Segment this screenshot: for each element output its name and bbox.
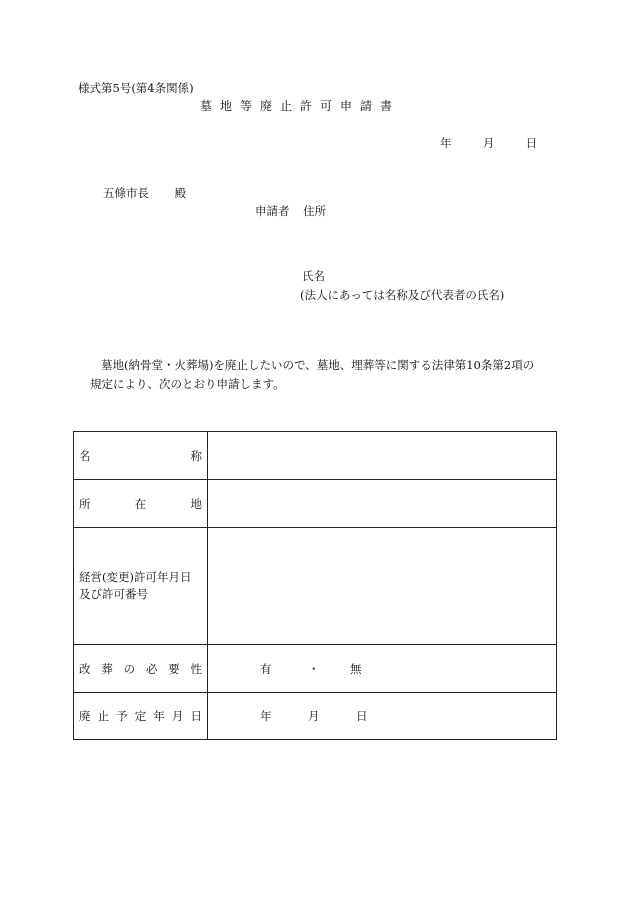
option-no[interactable]: 無 (350, 661, 362, 676)
permit-row-label (74, 528, 208, 645)
date-month-label: 月 (482, 136, 495, 150)
label-char: 要 (168, 661, 180, 676)
closure-date-row-value[interactable] (208, 693, 557, 740)
date-day-label: 日 (525, 136, 538, 150)
label-char: 定 (134, 709, 147, 723)
reburial-row-label-text (79, 661, 202, 677)
label-char: 改 (79, 661, 91, 676)
addressee-name: 五條市長 (103, 186, 149, 200)
option-yes[interactable]: 有 (260, 661, 272, 676)
closure-year-label: 年 (260, 709, 272, 723)
closure-date-row-label (74, 693, 208, 740)
applicant-label: 申請者 (255, 204, 290, 218)
label-char: 止 (97, 709, 110, 723)
label-char: 称 (190, 448, 202, 463)
permit-row-label-text: 経営(変更)許可年月日及び許可番号 (79, 569, 192, 601)
table-row (74, 693, 557, 740)
location-row-label (74, 480, 208, 528)
location-row-value[interactable] (208, 480, 557, 528)
applicant-address-row (255, 205, 326, 219)
label-char: 名 (79, 448, 91, 463)
address-label: 住所 (303, 204, 327, 218)
table-row (74, 645, 557, 693)
label-char: 性 (190, 661, 202, 676)
name-row-label (74, 432, 208, 480)
label-char: 予 (116, 709, 128, 723)
date-line (440, 137, 537, 151)
body-text-line-1: 墓地(納骨堂・火葬場)を廃止したいので、墓地、埋葬等に関する法律第10条第2項の (101, 358, 535, 372)
permit-row-value[interactable] (208, 528, 557, 645)
reburial-row-value[interactable] (208, 645, 557, 693)
location-row-label-text (79, 496, 202, 512)
name-note: (法人にあっては名称及び代表者の氏名) (300, 288, 505, 302)
table-row (74, 480, 557, 528)
addressee (103, 187, 186, 201)
closure-day-label: 日 (356, 709, 368, 723)
body-text-line-2: 規定により、次のとおり申請します。 (90, 377, 285, 391)
option-separator: ・ (308, 661, 320, 676)
closure-month-label: 月 (308, 709, 320, 723)
application-table (73, 431, 557, 740)
name-label: 氏名 (302, 269, 325, 283)
table-row (74, 528, 557, 645)
document-title: 墓地等廃止許可申請書 (200, 99, 401, 113)
label-char: 必 (145, 661, 158, 676)
reburial-row-label (74, 645, 208, 693)
label-char: 地 (190, 496, 202, 511)
name-row-label-text (79, 448, 202, 464)
table-row (74, 432, 557, 480)
closure-date-row-label-text (79, 708, 202, 724)
form-number: 様式第5号(第4条関係) (78, 81, 194, 95)
name-row-value[interactable] (208, 432, 557, 480)
label-char: 在 (134, 496, 147, 511)
label-char: 日 (190, 709, 202, 723)
label-char: 月 (171, 709, 184, 723)
closure-date-parts (208, 708, 556, 724)
label-char: 葬 (101, 661, 113, 676)
label-char: 所 (79, 496, 91, 511)
label-char: 年 (153, 709, 165, 723)
label-char: の (123, 661, 136, 676)
reburial-options (208, 661, 556, 677)
date-year-label: 年 (440, 136, 452, 150)
addressee-honorific: 殿 (174, 186, 187, 200)
label-char: 廃 (79, 709, 91, 723)
